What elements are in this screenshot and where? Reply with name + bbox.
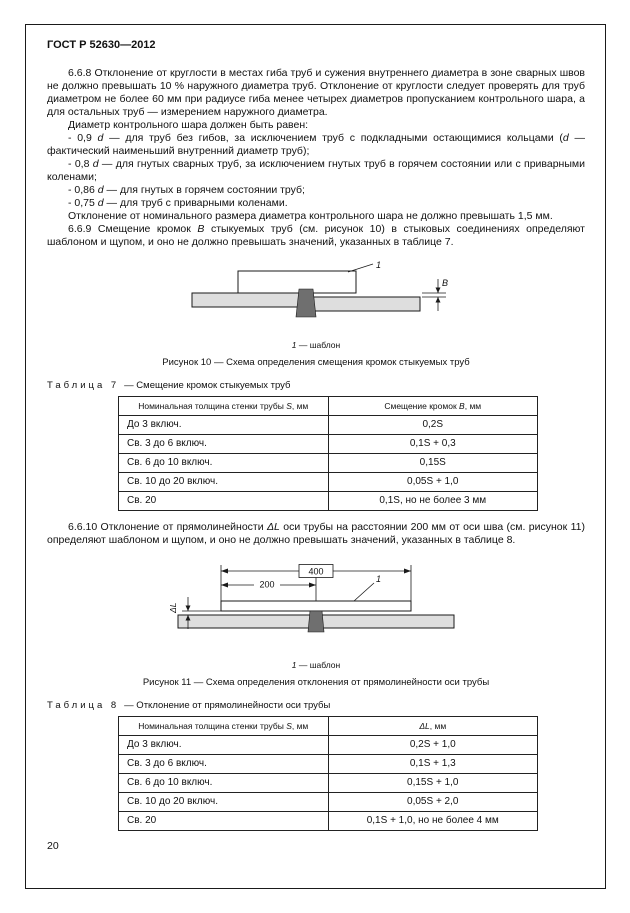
table-8-header-col2 [328,717,538,736]
figure-10 [47,259,585,337]
variable-d: d [97,197,104,209]
cell-value: 0,1S, но не более 3 мм [328,492,538,511]
text: , мм [291,401,309,411]
table-7 [118,396,538,511]
arrowhead [404,569,411,574]
arrowhead [436,297,441,303]
page-number: 20 [47,840,59,852]
table-7-name: — Смещение кромок стыкуемых труб [124,380,291,391]
cell-thickness: До 3 включ. [119,736,329,755]
variable-dl: ΔL [419,721,430,731]
variable-d: d [562,132,569,144]
page-content [26,25,605,831]
pipe-left [192,293,300,307]
weld-seam [308,611,324,632]
table-8-label: Таблица 8 [47,700,120,711]
cell-value: 0,1S + 0,3 [328,435,538,454]
cell-value: 0,05S + 1,0 [328,473,538,492]
paragraph-6-6-9 [47,223,585,249]
variable-s: S [286,721,292,731]
text: оси трубы на расстоянии 200 мм от оси шва (см. рисунок 11) определяют шаблоном и щупом, и оно не должно превышать значений, указанных в таблице 8. [47,521,585,546]
variable-b: B [459,401,465,411]
paragraph-ball-diameter: Диаметр контрольного шара должен быть равен: [68,119,309,131]
standard-number: ГОСТ Р 52630—2012 [47,39,156,51]
cell-value: 0,2S [328,416,538,435]
cell-thickness: Св. 20 [119,812,329,831]
table-8 [118,716,538,831]
text: - 0,8 [68,158,93,170]
variable-dl: ΔL [266,521,280,533]
table-row [119,492,538,511]
text: стыкуемых труб (см. рисунок 10) в стыковых соединениях определяют шаблоном и щупом, и оно не должно превышать значений, указанных в таблице 7. [47,223,585,248]
callout-label: 1 [376,574,382,584]
cell-thickness: Св. 3 до 6 включ. [119,435,329,454]
text: 6.6.9 Смещение кромок [68,223,198,235]
table-row [119,755,538,774]
cell-value: 0,2S + 1,0 [328,736,538,755]
table-row [119,736,538,755]
legend-text: — шаблон [296,340,341,350]
text: Смещение кромок [384,401,460,411]
paragraph-ball-tolerance: Отклонение от номинального размера диаметра контрольного шара не должно превышать 1,5 мм. [68,210,553,222]
template-gauge [221,601,411,611]
variable-d: d [97,132,104,144]
table-row [119,793,538,812]
table-row [119,774,538,793]
figure-10-legend [47,339,585,352]
cell-thickness: Св. 6 до 10 включ. [119,454,329,473]
arrowhead [221,569,228,574]
page-border [25,24,606,889]
figure-11-caption: Рисунок 11 — Схема определения отклонения от прямолинейности оси трубы [142,677,490,688]
dimension-dl-label: ΔL [168,602,178,613]
text: — для труб с приварными коленами. [103,197,288,209]
table-8-header-row [119,717,538,736]
list-item-0-8d [47,158,585,184]
dimension-400-label: 400 [308,566,324,577]
figure-11 [47,557,585,657]
text: , мм [291,721,309,731]
text: — для труб без гибов, за исключением труб с подкладными остающимися кольцами ( [103,132,563,144]
cell-thickness: Св. 6 до 10 включ. [119,774,329,793]
legend-text: — шаблон [296,660,341,670]
text: , мм [429,721,447,731]
text: , мм [464,401,482,411]
paragraph-6-6-10 [47,521,585,547]
cell-value: 0,1S + 1,0, но не более 4 мм [328,812,538,831]
cell-thickness: Св. 10 до 20 включ. [119,473,329,492]
arrowhead [436,288,441,294]
weld-seam [296,289,316,317]
table-7-header-col1 [119,397,329,416]
list-item-0-75d [47,197,585,210]
variable-d: d [97,184,104,196]
text: — для гнутых сварных труб, за исключением гнутых труб в горячем состоянии или с приварными коленами; [47,158,585,183]
text: - 0,86 [68,184,98,196]
table-row [119,454,538,473]
dimension-200-label: 200 [259,579,275,590]
arrowhead [186,606,191,612]
callout-leader [348,264,373,272]
cell-value: 0,15S [328,454,538,473]
text: — фактический наименьший внутренний диаметр труб); [47,132,585,157]
table-row [119,416,538,435]
figure-10-caption: Рисунок 10 — Схема определения смещения кромок стыкуемых труб [162,357,470,368]
cell-value: 0,15S + 1,0 [328,774,538,793]
cell-thickness: Св. 3 до 6 включ. [119,755,329,774]
text: 6.6.10 Отклонение от прямолинейности [68,521,267,533]
table-row [119,473,538,492]
cell-thickness: Св. 10 до 20 включ. [119,793,329,812]
table-row [119,812,538,831]
variable-d: d [92,158,99,170]
list-item-0-9d [47,132,585,158]
table-7-header-row [119,397,538,416]
arrowhead [309,583,316,588]
text: Номинальная толщина стенки трубы [138,721,287,731]
table-8-name: — Отклонение от прямолинейности оси трубы [124,700,331,711]
table-7-title [47,379,585,392]
figure-11-legend [47,659,585,672]
text: Номинальная толщина стенки трубы [138,401,287,411]
table-8-header-col1 [119,717,329,736]
text: — для гнутых в горячем состоянии труб; [103,184,305,196]
pipe-right [312,297,420,311]
table-8-title [47,699,585,712]
template-gauge [238,271,356,293]
cell-value: 0,1S + 1,3 [328,755,538,774]
callout-leader [354,583,374,601]
figure-11-drawing [166,557,466,653]
list-item-0-86d [47,184,585,197]
dimension-b-label: B [442,278,449,288]
table-7-header-col2 [328,397,538,416]
figure-10-drawing [176,259,456,333]
callout-label: 1 [376,260,382,270]
table-7-label: Таблица 7 [47,380,120,391]
legend-number: 1 [291,660,297,670]
variable-b: B [197,223,205,235]
paragraph-6-6-8: 6.6.8 Отклонение от круглости в местах гиба труб и сужения внутреннего диаметра в зоне сварных швов не должно превышать 10 % наружного диаметра труб. Отклонение от круглости следует проверять для труб диаметром не более 60 мм при радиусе гиба менее четырех диаметров пропусканием контрольного шара, а для остальных труб — измерением наружного диаметра. [47,67,585,118]
cell-value: 0,05S + 2,0 [328,793,538,812]
cell-thickness: До 3 включ. [119,416,329,435]
cell-thickness: Св. 20 [119,492,329,511]
variable-s: S [286,401,292,411]
text: - 0,75 [68,197,98,209]
arrowhead [221,583,228,588]
text: - 0,9 [68,132,98,144]
table-row [119,435,538,454]
legend-number: 1 [291,340,297,350]
